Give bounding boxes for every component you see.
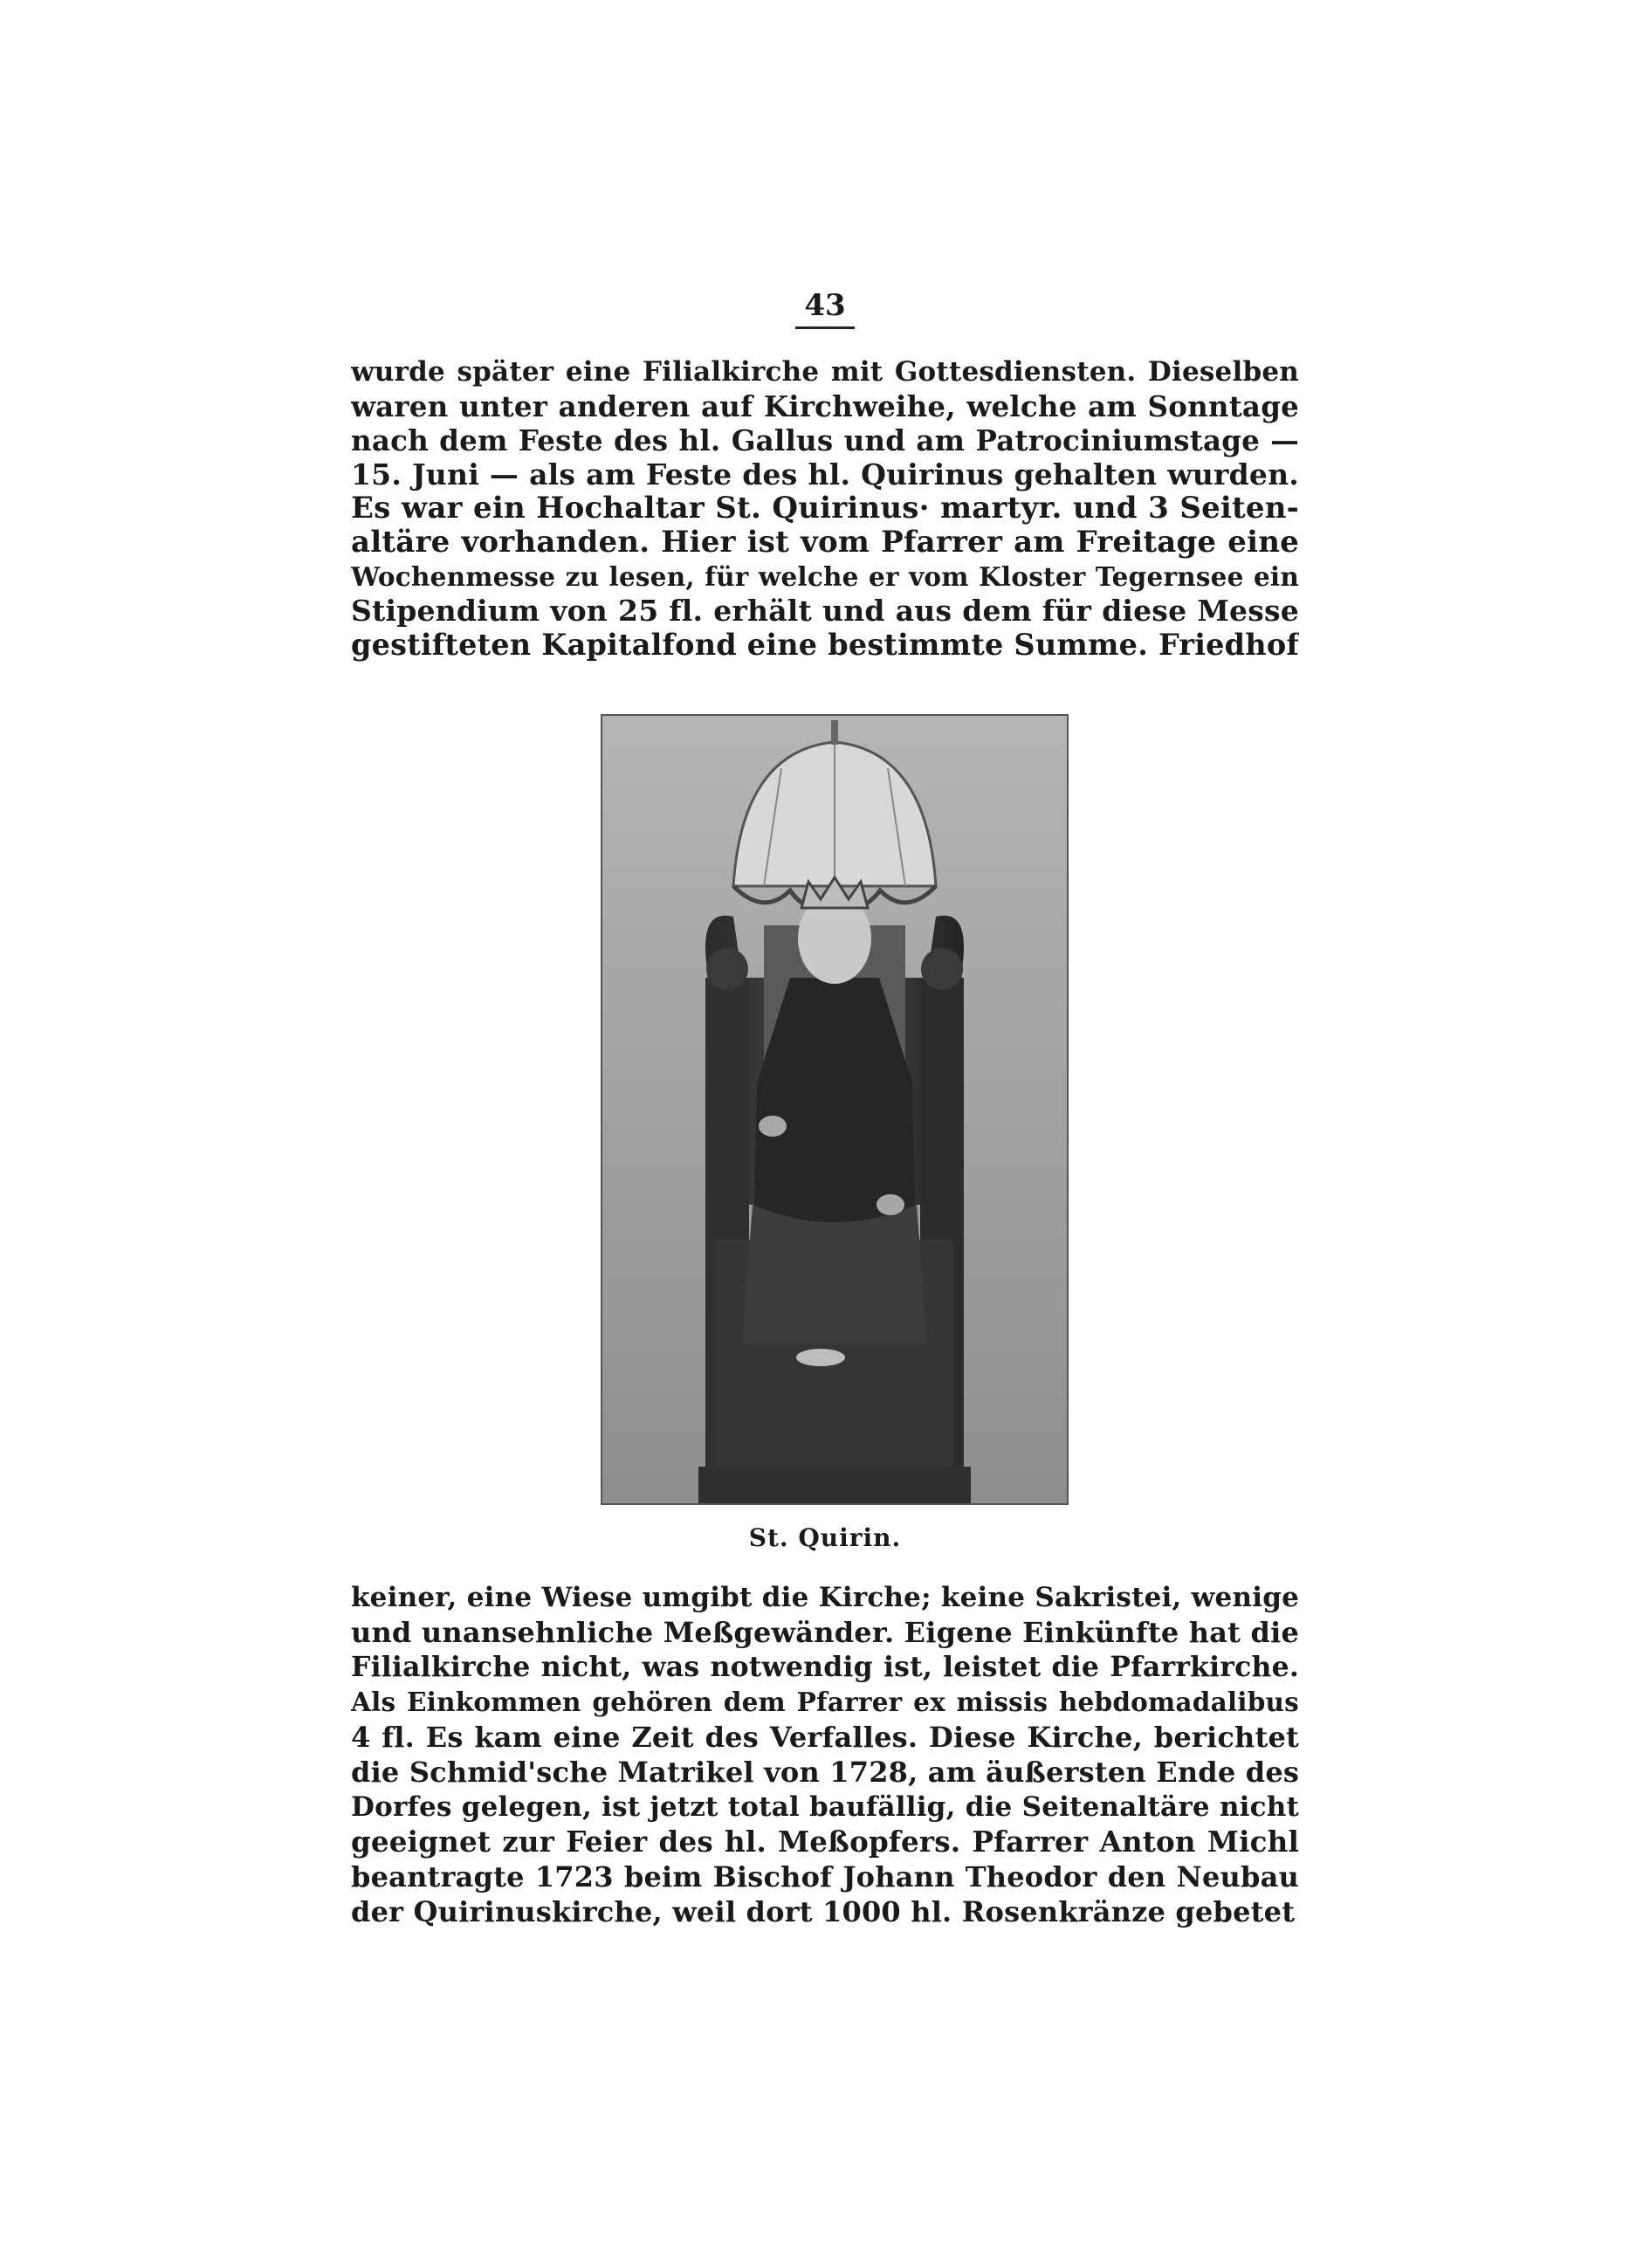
figure-caption: St. Quirin. <box>748 1523 902 1552</box>
text-line: Als Einkommen gehören dem Pfarrer ex missis hebdomadalibus <box>351 1687 1299 1717</box>
text-line: Filialkirche nicht, was notwendig ist, leistet die Pfarrkirche. <box>351 1651 1299 1683</box>
top-paragraph <box>351 355 1299 662</box>
text-line: waren unter anderen auf Kirchweihe, welche am Sonntage <box>351 389 1299 423</box>
text-line: beantragte 1723 beim Bischof Johann Theodor den Neubau <box>351 1860 1299 1893</box>
text-line: gestifteten Kapitalfond eine bestimmte Summe. Friedhof <box>351 628 1299 662</box>
text-line: geeignet zur Feier des hl. Meßopfers. Pfarrer Anton Michl <box>351 1825 1299 1859</box>
text-line: Stipendium von 25 fl. erhält und aus dem für diese Messe <box>351 594 1299 628</box>
text-line: altäre vorhanden. Hier ist vom Pfarrer am Freitage eine <box>351 526 1299 560</box>
text-line: der Quirinuskirche, weil dort 1000 hl. Rosenkränze gebetet <box>351 1895 1296 1928</box>
text-line: und unansehnliche Meßgewänder. Eigene Einkünfte hat die <box>351 1616 1299 1649</box>
page-number-text: 43 <box>795 288 854 329</box>
text-line: wurde später eine Filialkirche mit Gottesdiensten. Dieselben <box>351 356 1299 388</box>
text-line: die Schmid'sche Matrikel von 1728, am äußersten Ende des <box>351 1756 1299 1789</box>
text-line: keiner, eine Wiese umgibt die Kirche; keine Sakristei, wenige <box>351 1582 1299 1613</box>
bottom-paragraph <box>351 1580 1299 1929</box>
text-line: Dorfes gelegen, ist jetzt total baufällig, die Seitenaltäre nicht <box>351 1791 1299 1823</box>
statue-illustration <box>602 716 1067 1503</box>
text-line: Es war ein Hochaltar St. Quirinus· martyr. und 3 Seiten- <box>351 491 1299 526</box>
page-number <box>0 288 1650 329</box>
text-line: nach dem Feste des hl. Gallus und am Patrociniumstage — <box>351 423 1299 457</box>
statue-photo <box>601 714 1069 1505</box>
text-line: 4 fl. Es kam eine Zeit des Verfalles. Diese Kirche, berichtet <box>351 1721 1299 1754</box>
text-line: Wochenmesse zu lesen, für welche er vom Kloster Tegernsee ein <box>351 561 1299 592</box>
text-line: 15. Juni — als am Feste des hl. Quirinus gehalten wurden. <box>351 457 1299 491</box>
